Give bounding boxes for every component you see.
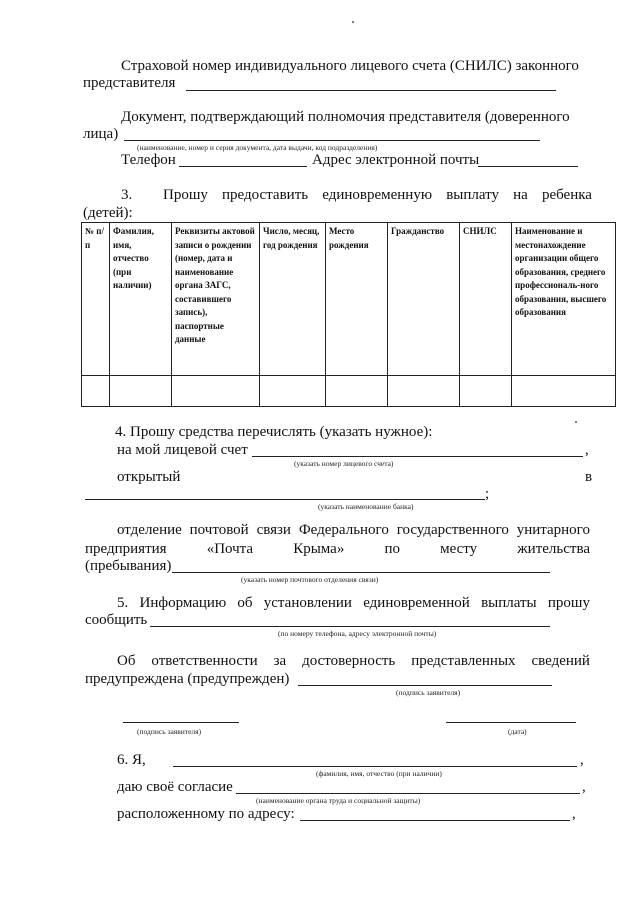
item5-word: прошу: [547, 595, 590, 611]
table-cell[interactable]: [326, 376, 388, 407]
children-table: [81, 222, 616, 407]
item5-word: об: [237, 595, 253, 611]
table-cell[interactable]: [460, 376, 512, 407]
item3-word: единовременную: [322, 187, 433, 203]
account-comma: ,: [585, 442, 589, 458]
consent-label: даю своё согласие: [117, 779, 233, 795]
date-field[interactable]: [446, 722, 576, 723]
snils-rep-line1: Страховой номер индивидуального лицевого счета (СНИЛС) законного: [121, 58, 579, 74]
item5-line1: [117, 594, 590, 612]
organ-field[interactable]: [236, 793, 580, 794]
item3-number: 3.: [121, 187, 133, 203]
authority-doc-field[interactable]: [124, 140, 540, 141]
authority-doc-caption: (наименование, номер и серия документа, дата выдачи, код подразделения): [137, 143, 378, 152]
item3-word: ребенка: [541, 187, 592, 203]
liability-word: сведений: [531, 653, 590, 669]
post-word: месту: [440, 541, 478, 557]
liability-caption: (подпись заявителя): [396, 688, 461, 697]
item5-word: единовременной: [363, 595, 470, 611]
item3-line2: (детей):: [83, 205, 133, 221]
table-row: [82, 376, 616, 407]
item5-word: установлении: [263, 595, 352, 611]
bank-semicolon: ;: [485, 486, 490, 502]
liability-word: ответственности: [151, 653, 258, 669]
header-cell-birth-record: Реквизиты актовой записи о рождении (номер, дата и наименование органа ЗАГС, составившего запись), паспортные данные: [172, 223, 260, 376]
liability-word: достоверность: [302, 653, 396, 669]
account-label: на мой лицевой счет: [117, 442, 248, 458]
post-caption: (указать номер почтового отделения связи): [241, 575, 379, 584]
post-word: по: [384, 541, 400, 557]
name-comma: ,: [580, 752, 584, 768]
table-header-row: [82, 223, 616, 376]
header-cell-number: № п/п: [82, 223, 110, 376]
scan-speck: [575, 421, 577, 423]
table-cell[interactable]: [260, 376, 326, 407]
signature-field[interactable]: [123, 722, 239, 723]
post-word: государственного: [396, 522, 509, 538]
post-word: связи: [256, 522, 291, 538]
post-word: предприятия: [85, 541, 167, 557]
address-field[interactable]: [300, 820, 570, 821]
table-cell[interactable]: [512, 376, 616, 407]
item5-word: 5.: [117, 595, 129, 611]
phone-label: Телефон: [121, 152, 176, 168]
liability-word: представленных: [411, 653, 516, 669]
item3-word: на: [513, 187, 528, 203]
header-cell-full-name: Фамилия, имя, отчество (при наличии): [110, 223, 172, 376]
signature-caption: (подпись заявителя): [137, 727, 202, 736]
item3-word: выплату: [446, 187, 499, 203]
header-cell-citizenship: Гражданство: [388, 223, 460, 376]
liability-line2: предупреждена (предупрежден): [85, 671, 290, 687]
opened-label: открытый: [117, 469, 181, 485]
liability-signature-field[interactable]: [298, 685, 552, 686]
authority-doc-line1: Документ, подтверждающий полномочия представителя (доверенного: [121, 109, 570, 125]
item5-caption: (по номеру телефона, адресу электронной почты): [278, 629, 437, 638]
post-line3: (пребывания): [85, 558, 172, 574]
date-caption: (дата): [508, 727, 527, 736]
table-cell[interactable]: [388, 376, 460, 407]
organ-comma: ,: [582, 779, 586, 795]
post-line2: [85, 540, 590, 558]
post-word: жительства: [517, 541, 590, 557]
full-name-field[interactable]: [173, 766, 577, 767]
address-label: расположенному по адресу:: [117, 806, 295, 822]
table-cell[interactable]: [172, 376, 260, 407]
item5-line2: сообщить: [85, 612, 148, 628]
organ-caption: (наименование органа труда и социальной защиты): [256, 796, 421, 805]
bank-field[interactable]: [85, 499, 485, 500]
post-word: Крыма»: [293, 541, 345, 557]
post-word: отделение: [117, 522, 182, 538]
liability-word: за: [273, 653, 287, 669]
header-cell-snils: СНИЛС: [460, 223, 512, 376]
post-word: почтовой: [189, 522, 249, 538]
post-word: Федерального: [298, 522, 389, 538]
address-comma: ,: [572, 806, 576, 822]
email-field[interactable]: [478, 166, 578, 167]
item3-line1: [163, 186, 592, 204]
item3-word: Прошу: [163, 187, 208, 203]
table-cell[interactable]: [82, 376, 110, 407]
email-label: Адрес электронной почты: [312, 152, 480, 168]
item5-word: Информацию: [139, 595, 227, 611]
phone-field[interactable]: [179, 166, 307, 167]
item3-word: предоставить: [222, 187, 309, 203]
header-cell-birth-date: Число, месяц, год рождения: [260, 223, 326, 376]
snils-rep-line2: представителя: [83, 75, 176, 91]
notification-field[interactable]: [150, 626, 550, 627]
snils-rep-field[interactable]: [186, 90, 556, 91]
item4-title: 4. Прошу средства перечислять (указать нужное):: [115, 424, 433, 440]
liability-line1: [117, 652, 590, 670]
bank-caption: (указать наименование банка): [318, 502, 414, 511]
header-cell-birth-place: Место рождения: [326, 223, 388, 376]
name-caption: (фамилия, имя, отчество (при наличии): [316, 769, 442, 778]
post-office-field[interactable]: [172, 572, 550, 573]
post-word: «Почта: [206, 541, 254, 557]
liability-word: Об: [117, 653, 136, 669]
post-word: унитарного: [516, 522, 590, 538]
authority-doc-line2: лица): [83, 126, 119, 142]
header-cell-school: Наименование и местонахождение организации общего образования, среднего профессиональ-ного образования, высшего образования: [512, 223, 616, 376]
post-line1: [117, 521, 590, 539]
item5-word: выплаты: [481, 595, 537, 611]
table-cell[interactable]: [110, 376, 172, 407]
account-field[interactable]: [252, 456, 583, 457]
account-caption: (указать номер лицевого счета): [294, 459, 394, 468]
scan-speck: [352, 21, 354, 23]
item6-line1: 6. Я,: [117, 752, 146, 768]
opened-in: в: [585, 469, 593, 485]
